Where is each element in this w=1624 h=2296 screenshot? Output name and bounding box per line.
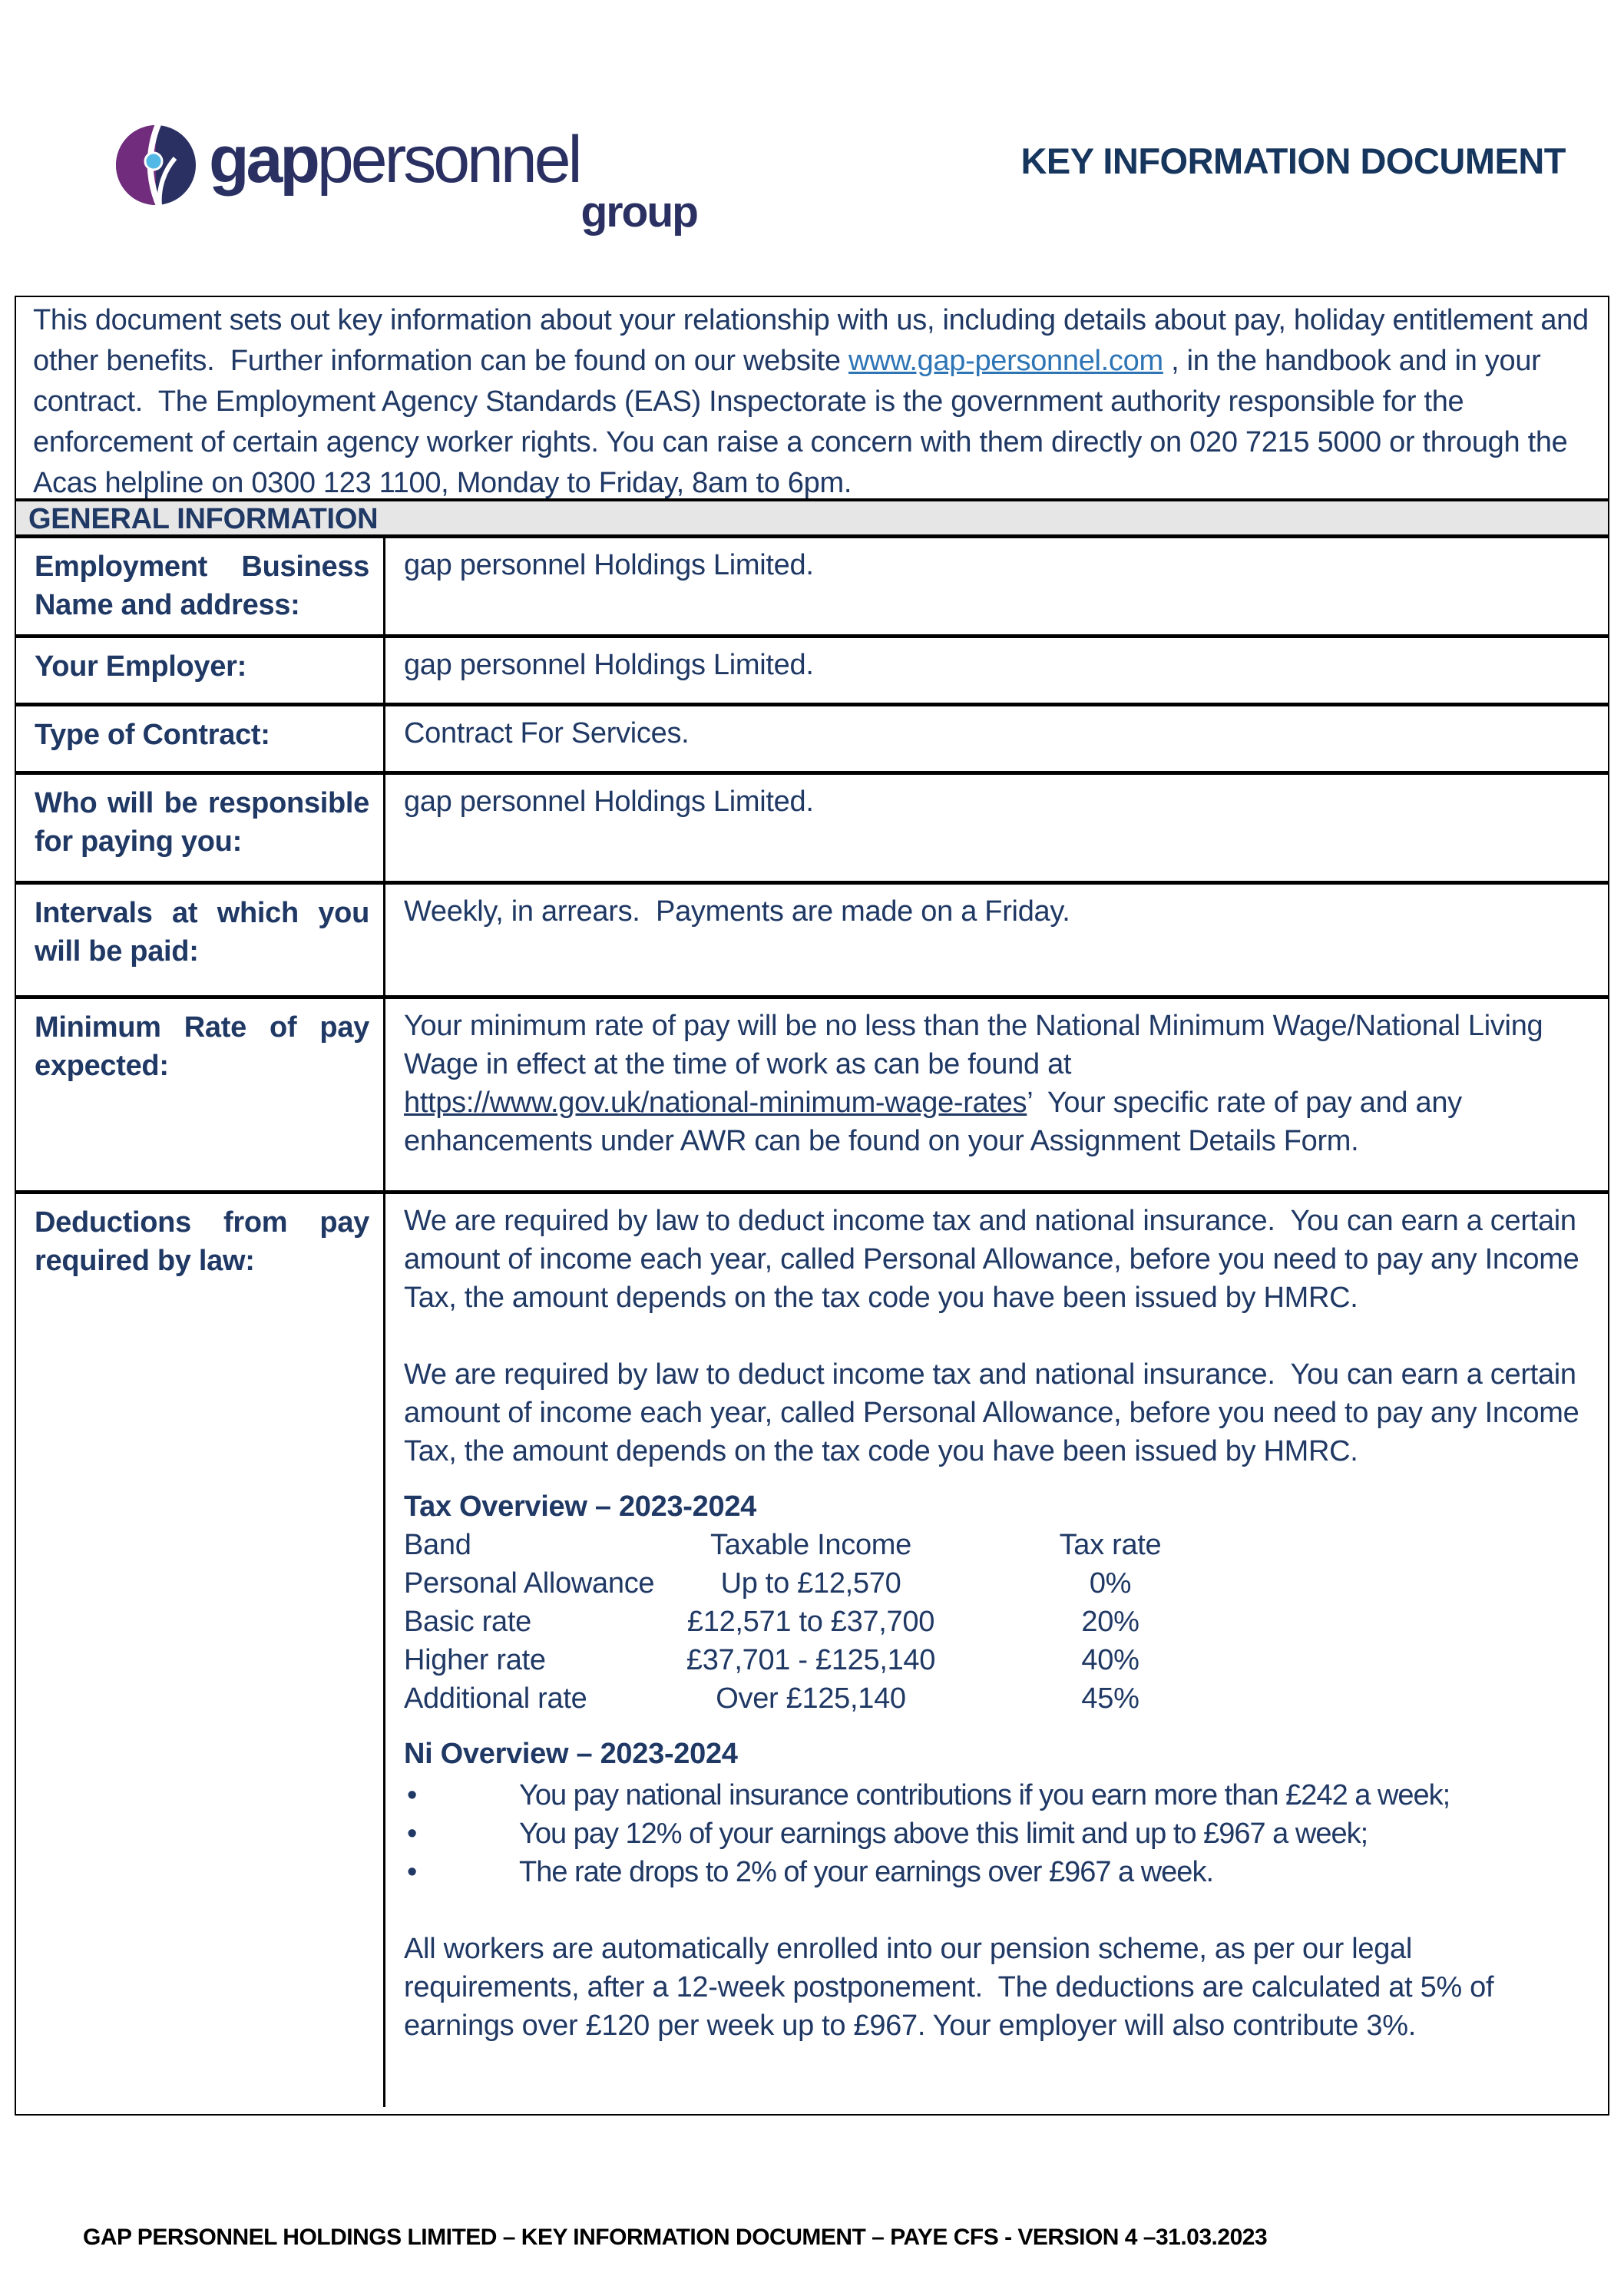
tax-income: Over £125,140 <box>716 1682 906 1715</box>
row-value-text: gap personnel Holdings Limited. <box>404 786 814 818</box>
deductions-paragraph-1: We are required by law to deduct income tax and national insurance. You can earn a certain amount of income each year, called Personal Allowance, before you need to pay any Income Tax, the amount depends on the tax code you have been issued by HMRC. <box>404 1205 1587 1314</box>
bullet-text: The rate drops to 2% of your earnings over £967 a week. <box>519 1856 1213 1888</box>
list-item <box>404 1815 1586 1853</box>
row-value-text: Contract For Services. <box>404 717 690 749</box>
tax-band: Basic rate <box>404 1606 531 1638</box>
table-row-pay-intervals <box>16 885 1608 999</box>
row-label <box>16 638 385 703</box>
row-label <box>16 538 385 634</box>
spacer <box>404 1891 1586 1930</box>
min-rate-text-before-link: Your minimum rate of pay will be no less than the National Minimum Wage/National Living Wage in effect at the time of work as can be found at <box>404 1010 1551 1080</box>
row-label-line: Type of Contract: <box>35 719 270 751</box>
tax-band: Personal Allowance <box>404 1567 655 1600</box>
table-row-your-employer <box>16 638 1608 706</box>
row-value-text: Weekly, in arrears. Payments are made on a Friday. <box>404 895 1070 928</box>
pension-paragraph: All workers are automatically enrolled into our pension scheme, as per our legal requirements, after a 12-week postponement. The deductions are calculated at 5% of earnings over £120 per week up to £967. Your employer will also contribute 3%. <box>404 1933 1502 2042</box>
logo-line-gap-personnel <box>209 123 580 197</box>
bullet-text: You pay 12% of your earnings above this limit and up to £967 a week; <box>519 1818 1368 1850</box>
tax-income: Up to £12,570 <box>720 1567 901 1600</box>
gov-minimum-wage-link[interactable]: https://www.gov.uk/national-minimum-wage-rates <box>404 1087 1027 1119</box>
spacer <box>404 1317 1586 1355</box>
row-value-text: gap personnel Holdings Limited. <box>404 549 814 581</box>
min-rate-text-after-link: ’ Your specific rate of pay and any enhancements under AWR can be found on your Assignment Details Form. <box>404 1087 1470 1157</box>
tax-table-row <box>404 1679 1586 1718</box>
tax-income: £37,701 - £125,140 <box>686 1644 936 1676</box>
bullet-icon: • <box>407 1779 417 1811</box>
intro-paragraph <box>16 297 1608 501</box>
table-row-deductions <box>16 1194 1608 2107</box>
intro-text-before-link: This document sets out key information about your relationship with us, including details about pay, holiday entitlement and other benefits. Further information can be found on our website <box>33 304 1597 377</box>
tax-table-header-row <box>404 1526 1586 1564</box>
tax-rate: 20% <box>1081 1606 1139 1638</box>
document-footer: GAP PERSONNEL HOLDINGS LIMITED – KEY INFORMATION DOCUMENT – PAYE CFS - VERSION 4 –31.03.2023 <box>83 2225 1268 2250</box>
tax-column-header-income: Taxable Income <box>710 1529 911 1561</box>
tax-table-row <box>404 1641 1586 1679</box>
row-value <box>385 538 1608 634</box>
row-label-line: Minimum Rate of pay <box>35 1011 369 1044</box>
gap-personnel-website-link[interactable]: www.gap-personnel.com <box>848 345 1163 377</box>
logo-word-group: group <box>580 187 697 237</box>
bullet-text: You pay national insurance contributions if you earn more than £242 a week; <box>519 1779 1450 1811</box>
intro-text-after-link: , in the handbook and in your contract. The Employment Agency Standards (EAS) Inspectorate is the government authority responsible for the enforcement of certain agency worker rights. You can raise a concern with them directly on 020 7215 5000 or through the Acas helpline on 0300 123 1100, Monday to Friday, 8am to 6pm. <box>33 345 1574 499</box>
row-value <box>385 885 1608 995</box>
row-value <box>385 1194 1608 2107</box>
tax-band: Higher rate <box>404 1644 546 1676</box>
tax-overview-title: Tax Overview – 2023-2024 <box>404 1490 756 1523</box>
row-label-line: Your Employer: <box>35 650 246 683</box>
list-item <box>404 1853 1586 1891</box>
table-row-responsible-for-paying <box>16 775 1608 885</box>
tax-rate: 0% <box>1089 1567 1132 1600</box>
row-label <box>16 1194 385 2107</box>
general-information-header: GENERAL INFORMATION <box>16 501 1608 538</box>
tax-table-row <box>404 1603 1586 1641</box>
row-label-line: for paying you: <box>35 825 242 858</box>
ni-bullet-list <box>404 1776 1586 1891</box>
deductions-paragraph-2: We are required by law to deduct income tax and national insurance. You can earn a certain amount of income each year, called Personal Allowance, before you need to pay any Income Tax, the amount depends on the tax code you have been issued by HMRC. <box>404 1358 1587 1467</box>
row-value <box>385 999 1608 1190</box>
table-row-type-of-contract <box>16 706 1608 775</box>
tax-column-header-rate: Tax rate <box>1059 1529 1162 1561</box>
row-value <box>385 775 1608 881</box>
page-title: KEY INFORMATION DOCUMENT <box>1020 141 1566 181</box>
row-label <box>16 999 385 1190</box>
tax-rate: 40% <box>1081 1644 1139 1676</box>
table-row-employment-business <box>16 538 1608 638</box>
ni-overview-title: Ni Overview – 2023-2024 <box>404 1738 738 1770</box>
row-label-line: expected: <box>35 1050 169 1082</box>
logo-word-gap: gap <box>209 123 317 197</box>
table-row-minimum-rate-of-pay <box>16 999 1608 1194</box>
gap-personnel-logo-icon <box>114 123 198 217</box>
row-label-line: Employment Business <box>35 551 369 583</box>
tax-table-row <box>404 1564 1586 1603</box>
row-label-line: Name and address: <box>35 589 300 621</box>
tax-rate: 45% <box>1081 1682 1139 1715</box>
logo-wordmark <box>209 120 697 237</box>
company-logo <box>114 120 697 235</box>
row-label-line: Who will be responsible <box>35 787 369 819</box>
row-value <box>385 638 1608 703</box>
bullet-icon: • <box>407 1818 417 1850</box>
tax-column-header-band: Band <box>404 1529 471 1561</box>
row-value <box>385 706 1608 771</box>
row-label-line: Intervals at which you <box>35 897 369 929</box>
row-label-line: Deductions from pay <box>35 1206 369 1239</box>
row-label <box>16 775 385 881</box>
row-label-line: will be paid: <box>35 935 199 968</box>
row-label <box>16 706 385 771</box>
tax-income: £12,571 to £37,700 <box>686 1606 935 1638</box>
row-value-text: gap personnel Holdings Limited. <box>404 649 814 681</box>
logo-word-personnel: personnel <box>316 123 580 197</box>
key-information-table <box>15 296 1609 2116</box>
tax-band: Additional rate <box>404 1682 587 1715</box>
bullet-icon: • <box>407 1856 417 1888</box>
row-label <box>16 885 385 995</box>
minimum-rate-paragraph <box>404 1007 1586 1160</box>
list-item <box>404 1776 1586 1815</box>
row-label-line: required by law: <box>35 1245 255 1277</box>
